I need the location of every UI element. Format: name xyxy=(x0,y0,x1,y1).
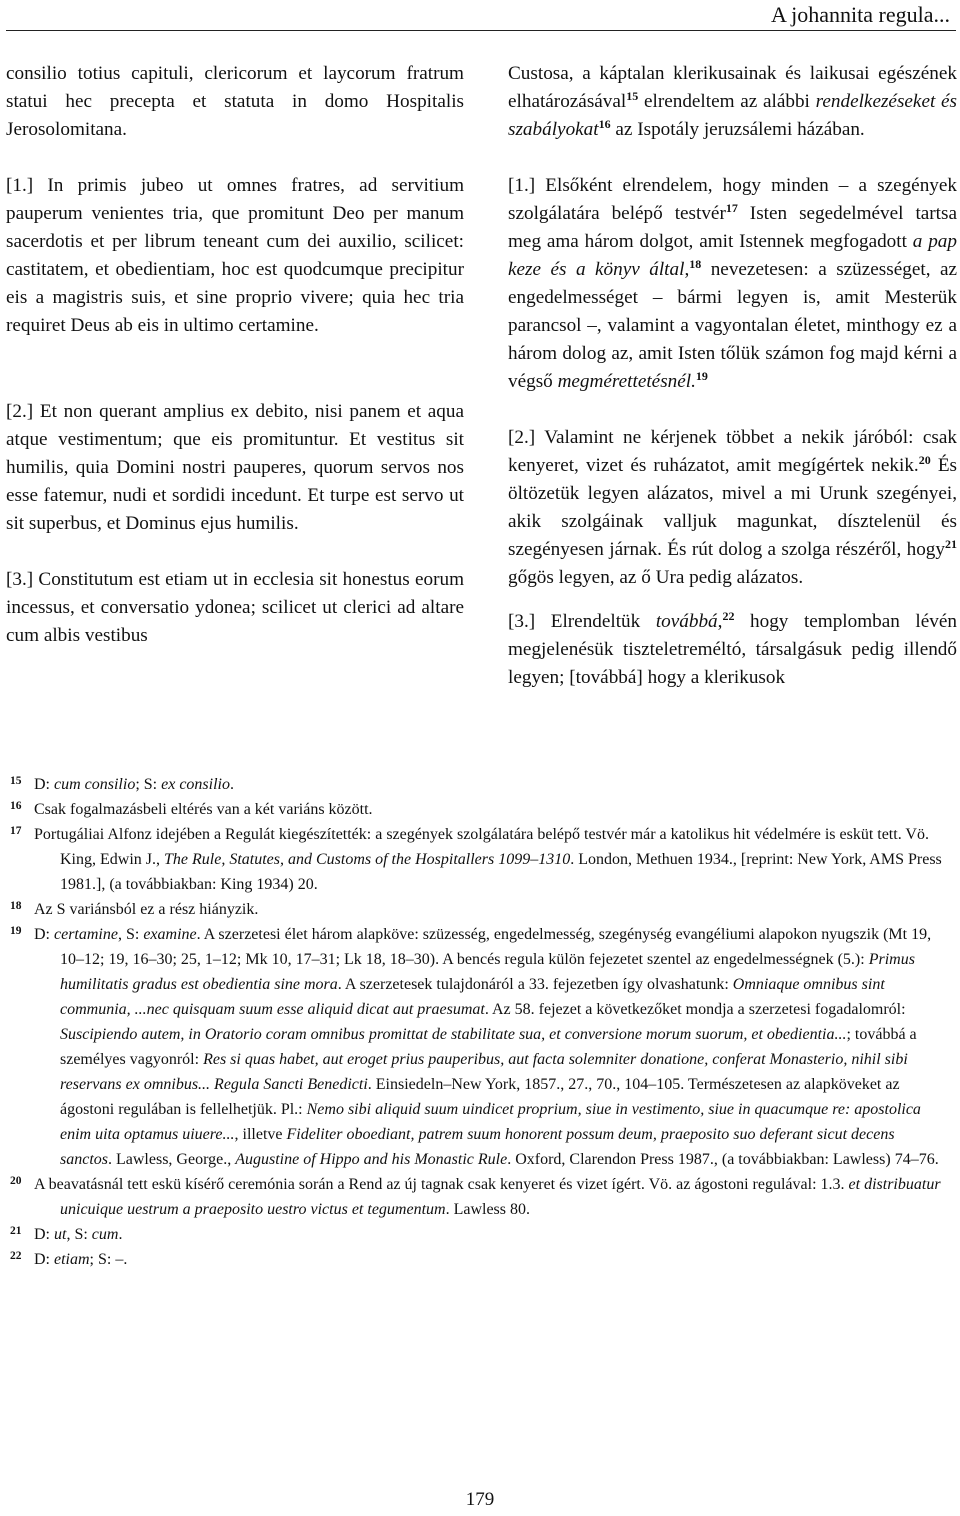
hungarian-column xyxy=(508,60,957,692)
footnote-ref-22[interactable]: 22 xyxy=(722,609,735,623)
footnote-21: 21 D: ut, S: cum. xyxy=(10,1225,123,1243)
footnote-ref-17[interactable]: 17 xyxy=(725,201,738,215)
footnote-17: 17 Portugáliai Alfonz idejében a Regulát kiegészítették: a szegények szolgálatára belépő testvér már a katolikus hit védelmére is esküt tett. Vö. King, Edwin J., The Rule, Statutes, and Customs of the Hospitallers 1099–1310. London, Methuen 1934., [reprint: New York, AMS Press 1981.], (a továbbiakban: King 1934) 20. xyxy=(10,825,942,893)
hungarian-paragraph-2: [2.] Valamint ne kérjenek többet a nekik járóból: csak kenyeret, vizet és ruházatot, amit megígértek nekik.$^{20}$ És öltözetük legyen alázatos, mivel a mi Urunk szegényei, akik szolgáinak valljuk magunkat, dísztelenül és szegényesen járnak. És rút dolog a szolga részéről, hogy$^{21}$ gőgös legyen, az ő Ura pedig alázatos. xyxy=(508,427,958,588)
header-rule xyxy=(6,30,956,31)
footnote-ref-16[interactable]: 16 xyxy=(598,117,611,131)
latin-column xyxy=(6,60,464,650)
footnote-ref-19[interactable]: 19 xyxy=(695,369,708,383)
footnote-19: 19 D: certamine, S: examine. A szerzetesi élet három alapköve: szüzesség, engedelmesség, szegénység evangéliumi alapokon nyugszik (Mt 19, 10–12; 19, 16–30; 25, 1–12; Mk 10, 17–31; Lk 18, 18–30). A bencés regula külön fejezetet szentel az engedelmességnek (5.): Primus humilitatis gradus est obedientia sine mora. A szerzetesek tulajdonáról a 33. fejezetben így olvashatunk: Omniaque omnibus sint communia, ...nec quisquam suum esse aliquid dicat aut praesumat. Az 58. fejezet a következőket mondja a szerzetesi fogadalomról: Suscipiendo autem, in Oratorio coram omnibus promittat de stabilitate sua, et conversione morum suorum, et obedientia...; továbbá a személyes vagyonról: Res si quas habet, aut eroget prius pauperibus, aut facta solemniter donatione, conferat Monasterio, nihil sibi reservans ex omnibus... Regula Sancti Benedicti. Einsiedeln–New York, 1857., 27., 70., 104–105. Természetesen az alapköveket az ágostoni regulában is fellelhetjük. Pl.: Nemo sibi aliquid suum uindicet proprium, siue in vestimento, siue in quacumque re: apostolica enim uita optamus uiuere..., illetve Fideliter oboediant, patrem suum honorent possum deum, praeposito suo deferant sicut decens sanctos. Lawless, George., Augustine of Hippo and his Monastic Rule. Oxford, Clarendon Press 1987., (a továbbiakban: Lawless) 74–76. xyxy=(10,925,939,1168)
latin-intro: consilio totius capituli, clericorum et laycorum fratrum statui hec precepta et statuta in domo Hospitalis Jerosolomitana. xyxy=(6,63,464,140)
latin-paragraph-3: [3.] Constitutum est etiam ut in ecclesia sit honestus eorum incessus, et conversatio ydonea; scilicet ut clerici ad altare cum albis vestibus xyxy=(6,569,464,646)
footnote-16: 16 Csak fogalmazásbeli eltérés van a két variáns között. xyxy=(10,800,373,818)
footnote-ref-20[interactable]: 20 xyxy=(918,453,931,467)
footnote-ref-18[interactable]: 18 xyxy=(689,257,702,271)
page-number: 179 xyxy=(465,1489,495,1510)
latin-paragraph-2: [2.] Et non querant amplius ex debito, nisi panem et aqua atque vestimentum; que eis promituntur. Et vestitus sit humilis, quia Domini nostri pauperes, quorum servos nos esse fatemur, nudi et sordidi incedunt. Et turpe est servo ut sit superbus, et Dominus ejus humilis. xyxy=(6,401,464,534)
hungarian-paragraph-3: [3.] Elrendeltük továbbá,$^{22}$ hogy templomban lévén megjelenésük tiszteletreméltó, társalgásuk pedig illendő legyen; [továbbá] hogy a klerikusok xyxy=(508,609,957,688)
footnote-ref-21[interactable]: 21 xyxy=(945,537,957,551)
footnote-20: 20 A beavatásnál tett eskü kísérő ceremónia során a Rend az új tagnak csak kenyeret és vizet ígért. Vö. az ágostoni regulával: 1.3. et distribuatur unicuique uestrum a praeposito uestro victus et tegumentum. Lawless 80. xyxy=(10,1175,941,1218)
footnote-15: 15 D: cum consilio; S: ex consilio. xyxy=(10,775,234,793)
running-head: A johannita regula... xyxy=(770,2,950,27)
hungarian-paragraph-1: [1.] Elsőként elrendelem, hogy minden – a szegények szolgálatára belépő testvér$^{17}$ Isten segedelmével tartsa meg ama három dolgot, amit Istennek megfogadott a pap keze és a könyv által,$^{18}$ nevezetesen: a szüzességet, az engedelmességet – bármi legyen is, amit Mesterük parancsol –, valamint a vagyontalan életet, minthogy ez a három dolog az, amit Isten tőlük számon fog majd kérni a végső megmérettetésnél.$^{19}$ xyxy=(508,175,958,392)
footnote-18: 18 Az S variánsból ez a rész hiányzik. xyxy=(10,900,259,918)
footnote-22: 22 D: etiam; S: –. xyxy=(10,1250,128,1268)
footnotes xyxy=(10,772,945,1272)
latin-paragraph-1: [1.] In primis jubeo ut omnes fratres, ad servitium pauperum venientes tria, que promitunt Deo per manum sacerdotis et per librum teneant cum dei auxilio, scilicet: castitatem, et obedientiam, hoc est quodcumque precipitur eis a magistris suis, et sine proprio vivere; quia hec tria requiret Deus ab eis in ultimo certamine. xyxy=(6,175,464,336)
hungarian-intro: Custosa, a káptalan klerikusainak és laikusai egészének elhatározásával$^{15}$ elrendeltem az alábbi rendelkezéseket és szabályokat$^{16}$ az Ispotály jeruzsálemi házában. xyxy=(508,63,957,140)
footnote-ref-15[interactable]: 15 xyxy=(626,89,639,103)
